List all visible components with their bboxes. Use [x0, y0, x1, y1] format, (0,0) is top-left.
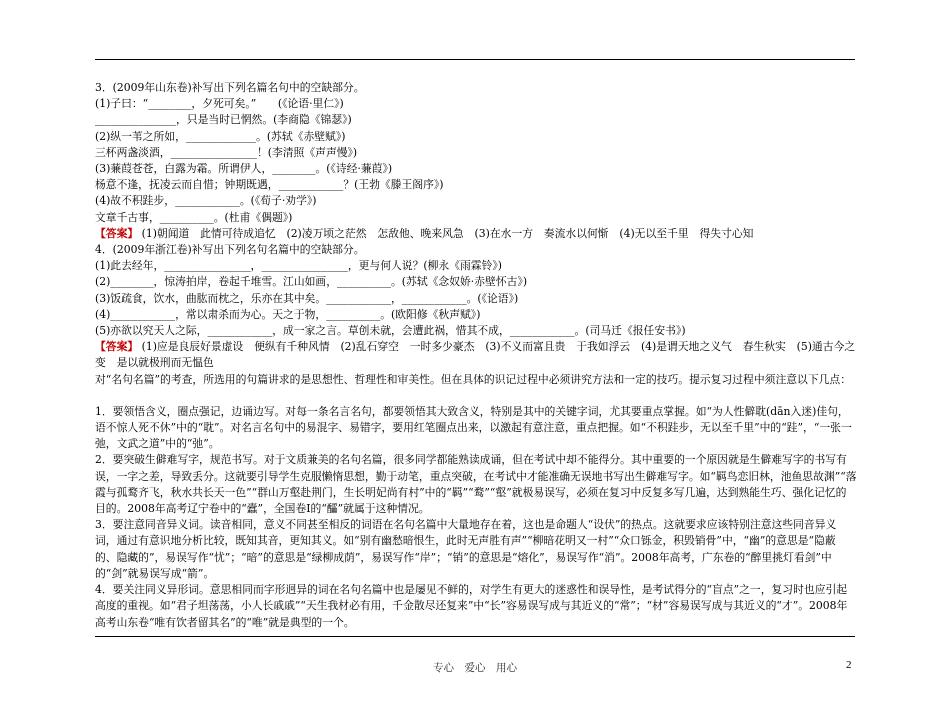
- q4-line-3: (3)饭疏食，饮水，曲肱而枕之，乐亦在其中矣。____________，____________。(《论语》): [95, 291, 519, 305]
- page-content: [95, 80, 857, 631]
- q3-line-6: 杨意不逢，抚凌云而自惜；钟期既遇，____________？(王勃《滕王阁序》): [95, 178, 444, 192]
- q4-line-1: (1)此去经年，________________，________________，更与何人说？(柳永《雨霖铃》): [95, 259, 503, 273]
- q4-line-5: (5)亦欲以究天人之际，____________，成一家之言。草创未就，会遭此祸，惜其不成，____________。(司马迁《报任安书》): [95, 324, 686, 338]
- answer-text: (1)朝闻道 此情可待成追忆 (2)凌万顷之茫然 怎敌他、晚来风急 (3)在水一方 奏流水以何惭 (4)无以至千里 得失寸心知: [141, 226, 754, 240]
- tip-1: 1．要领悟含义，圈点强记，边诵边写。对每一条名言名句，都要领悟其大致含义，特别是其中的关键字词，尤其要重点掌握。如“为人性僻耽(dān入迷)佳句，语不惊人死不休”中的“耽”。对名言名句中的易混字、易错字，要用红笔圈点出来，以激起有意注意，重点把握。如“不积跬步，无以至千里”中的“跬”，“一张一弛，文武之道”中的“弛”。: [95, 404, 852, 451]
- footer-rule: [95, 636, 855, 637]
- q3-line-7: (4)故不积跬步，____________。(《荀子·劝学》): [95, 194, 317, 208]
- answer-label: 【答案】: [95, 340, 139, 354]
- q4-title: 4．(2009年浙江卷)补写出下列名句名篇中的空缺部分。: [95, 243, 365, 257]
- q4-line-2: (2)________，惊涛拍岸，卷起千堆雪。江山如画，__________。(苏轼《念奴娇·赤壁怀古》): [95, 275, 528, 289]
- answer-label: 【答案】: [95, 226, 139, 240]
- tip-4: 4．要关注同义异形词。意思相同而字形迥异的词在名句名篇中也是屡见不鲜的，对学生有更大的迷惑性和误导性，是考试得分的“盲点”之一，复习时也应引起高度的重视。如“君子坦荡荡，小人长戚戚”“天生我材必有用，千金散尽还复来”中“长”容易误写成与其近义的“常”；“材”容易误写成与其近义的“才”。2008年高考山东卷“唯有饮者留其名”的“唯”就是典型的一个。: [95, 583, 848, 629]
- header-rule: [95, 59, 855, 60]
- q3-line-2: _______________，只是当时已惘然。(李商隐《锦瑟》): [95, 113, 352, 127]
- q3-line-8: 文章千古事，__________。(杜甫《偶题》): [95, 210, 293, 224]
- q3-answer: [95, 226, 857, 242]
- q3-line-3: (2)纵一苇之所如，_____________。(苏轼《赤壁赋》): [95, 129, 346, 143]
- tip-2: 2．要突破生僻难写字，规范书写。对于文质兼美的名句名篇，很多同学都能熟读成诵，但在考试中却不能得分。其中重要的一个原因就是生僻难写字的书写有误，一字之差，导致丢分。这就要引导学生克服懒惰思想，勤于动笔，重点突破，在考试中才能准确无误地书写出生僻难写字。如“羁鸟恋旧林，池鱼思故渊”“落霞与孤鹜齐飞，秋水共长天一色”“群山万壑赴荆门，生长明妃尚有村”中的“羁”“鹜”“壑”就极易误写，必须在复习中反复多写几遍，达到熟能生巧、强化记忆的目的。2008年高考辽宁卷中的“蠹”，全国卷Ⅰ的“醽”就属于这种情况。: [95, 453, 857, 516]
- footer-slogan: 专心 爱心 用心: [433, 662, 517, 674]
- q4-answer: [95, 339, 857, 371]
- intro-paragraph: 对“名句名篇”的考查，所选用的句篇讲求的是思想性、哲理性和审美性。但在具体的识记过程中必须讲究方法和一定的技巧。提示复习过程中须注意以下几点：: [95, 372, 852, 386]
- page-number: 2: [846, 659, 852, 671]
- tip-3: 3．要注意同音异义词。读音相同，意义不同甚至相反的词语在名句名篇中大量地存在着，这也是命题人“设伏”的热点。这就要求应该特别注意这些同音异义词，通过有意识地分析比较，既知其音，更知其义。如“别有幽愁暗恨生，此时无声胜有声”“柳暗花明又一村”“众口铄金，积毁销骨”中，“幽”的意思是“隐蔽的、隐藏的”，易误写作“忧”；“暗”的意思是“绿柳成荫”，易误写作“岸”；“销”的意思是“熔化”，易误写作“消”。2008年高考，广东卷的“醉里挑灯看剑”中的“剑”就易误写成“箭”。: [95, 518, 837, 580]
- q3-line-1: (1)子曰：“________，夕死可矣。” (《论语·里仁》): [95, 97, 344, 111]
- q3-line-5: (3)蒹葭苍苍，白露为霜。所谓伊人，________。(《诗经·蒹葭》): [95, 162, 393, 176]
- q4-line-4: (4)____________，常以肃杀而为心。天之于物，__________。(欧阳修《秋声赋》): [95, 307, 481, 321]
- q3-line-4: 三杯两盏淡酒，________________！(李清照《声声慢》): [95, 145, 358, 159]
- paragraph-gap: [95, 388, 857, 404]
- q3-title: 3．(2009年山东卷)补写出下列名篇名句中的空缺部分。: [95, 81, 365, 94]
- answer-text: (1)应是良辰好景虚设 便纵有千种风情 (2)乱石穿空 一时多少豪杰 (3)不义而富且贵 于我如浮云 (4)是谓天地之义气 春生秋实 (5)通古今之变 是以就极刑而无愠色: [95, 340, 856, 370]
